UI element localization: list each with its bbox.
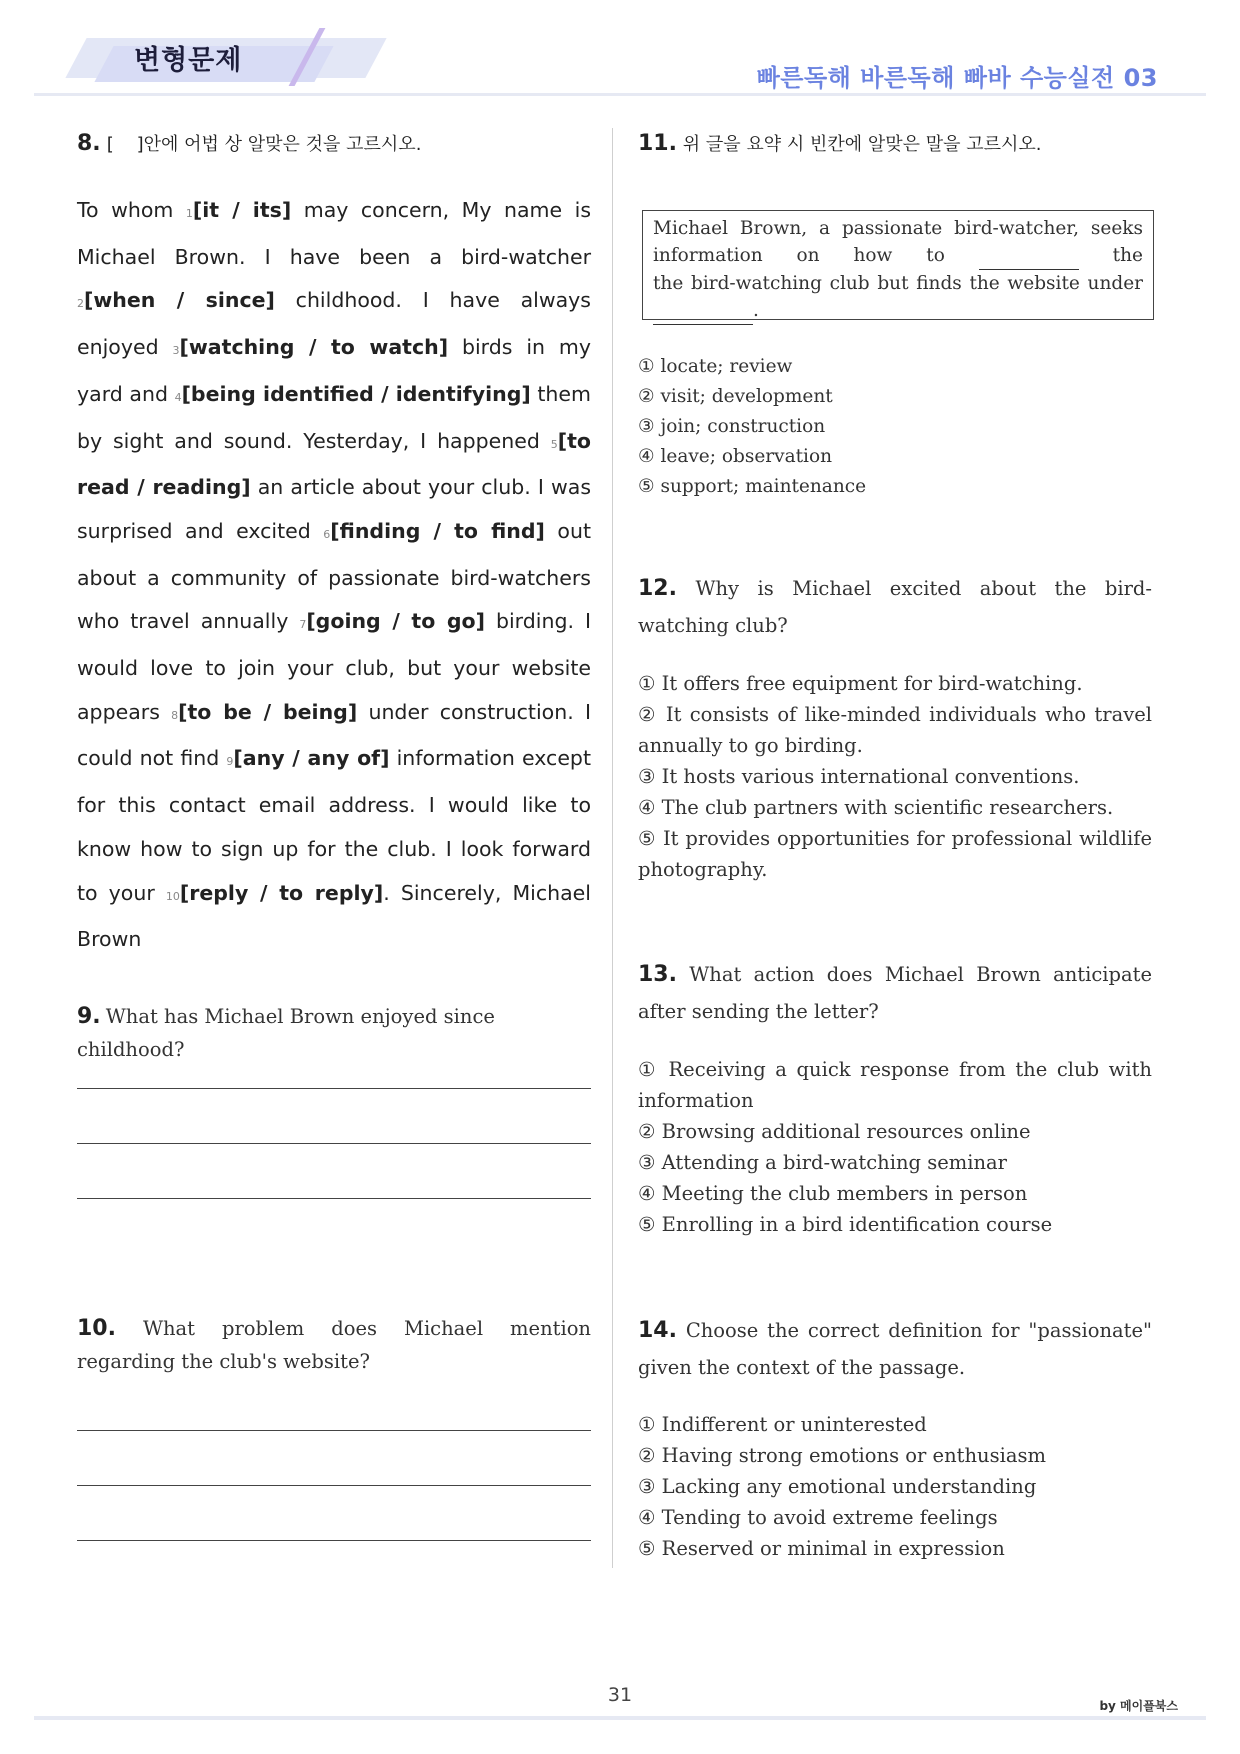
page-title: 변형문제: [134, 45, 243, 76]
question-10: [77, 1312, 591, 1378]
series-title: 빠른독해 바른독해 빠바 수능실전 03: [756, 64, 1158, 92]
grammar-choice[interactable]: [watching / to watch]: [179, 335, 449, 360]
option[interactable]: ① Indifferent or uninterested: [638, 1413, 927, 1436]
grammar-choice[interactable]: [any / any of]: [233, 746, 390, 771]
option[interactable]: ① It offers free equipment for bird-watching.: [638, 672, 1083, 695]
blank-number: 8: [171, 708, 179, 722]
option[interactable]: ④ Meeting the club members in person: [638, 1182, 1028, 1205]
passage-text: To whom: [77, 198, 186, 222]
question-instruction: 위 글을 요약 시 빈칸에 알맞은 말을 고르시오.: [682, 134, 1042, 155]
question-12: [638, 570, 1152, 644]
answer-line[interactable]: [77, 1088, 591, 1089]
option[interactable]: ③ It hosts various international conventions.: [638, 765, 1080, 788]
q14-options: [638, 1409, 1152, 1564]
option[interactable]: ① Receiving a quick response from the club with information: [638, 1058, 1152, 1112]
grammar-choice[interactable]: [to be / being]: [178, 699, 358, 724]
question-number: 8.: [77, 131, 101, 156]
grammar-choice[interactable]: [being identified / identifying]: [181, 381, 531, 406]
bottom-divider: [34, 1716, 1206, 1720]
page-number: 31: [607, 1684, 633, 1706]
option[interactable]: ② Having strong emotions or enthusiasm: [638, 1444, 1046, 1467]
summary-text-a: Michael Brown, a passionate bird-watcher, seeks information on how to: [653, 218, 1143, 266]
question-text: What action does Michael Brown anticipate after sending the letter?: [638, 963, 1153, 1023]
option[interactable]: ② It consists of like-minded individuals who travel annually to go birding.: [638, 703, 1152, 757]
option[interactable]: ② visit; development: [638, 386, 833, 407]
passage-text: under construction. I could not find: [77, 699, 591, 771]
option[interactable]: ③ join; construction: [638, 416, 826, 437]
answer-line[interactable]: [77, 1198, 591, 1199]
grammar-passage: [77, 189, 591, 962]
option[interactable]: ④ leave; observation: [638, 446, 833, 467]
passage-text: may concern, My name is Michael Brown. I have been a bird-watcher: [77, 198, 592, 269]
passage-text: . Sincerely, Michael Brown: [77, 880, 591, 952]
option[interactable]: ⑤ It provides opportunities for professional wildlife photography.: [638, 827, 1152, 881]
question-number: 10.: [77, 1316, 116, 1341]
blank-b[interactable]: [653, 297, 753, 325]
question-text: Choose the correct definition for "passionate" given the context of the passage.: [638, 1319, 1153, 1379]
question-14: [638, 1312, 1152, 1386]
blank-number: 2: [77, 297, 84, 311]
passage-text: an article about your club. I was surprised and excited: [77, 475, 591, 543]
grammar-choice[interactable]: [going / to go]: [306, 609, 485, 634]
question-number: 14.: [638, 1318, 677, 1343]
option[interactable]: ④ Tending to avoid extreme feelings: [638, 1506, 998, 1529]
answer-line[interactable]: [77, 1430, 591, 1431]
q12-options: [638, 668, 1152, 885]
passage-text: information except for this contact email address. I would like to know how to sign up for the club. I look forward to your: [77, 746, 591, 905]
question-text: Why is Michael excited about the bird-watching club?: [638, 577, 1153, 637]
blank-number: 1: [185, 207, 193, 220]
question-number: 12.: [638, 576, 677, 601]
blank-number: 9: [226, 755, 234, 769]
passage-text: them by sight and sound. Yesterday, I happened: [77, 381, 591, 453]
option[interactable]: ⑤ Enrolling in a bird identification course: [638, 1213, 1053, 1236]
question-text: What has Michael Brown enjoyed since childhood?: [77, 1005, 495, 1061]
question-text: What problem does Michael mention regarding the club's website?: [77, 1317, 591, 1373]
option[interactable]: ② Browsing additional resources online: [638, 1120, 1031, 1143]
grammar-choice[interactable]: [when / since]: [84, 288, 275, 313]
publisher-credit: by 메이플북스: [1099, 1699, 1178, 1713]
summary-box: Michael Brown, a passionate bird-watcher, seeks information on how to the the bird-watching club but finds the website under .: [642, 210, 1154, 320]
question-number: 13.: [638, 962, 677, 987]
option[interactable]: ③ Attending a bird-watching seminar: [638, 1151, 1007, 1174]
blank-a[interactable]: [979, 242, 1079, 270]
blank-number: 5: [550, 437, 558, 451]
question-9: [77, 1000, 591, 1066]
blank-number: 7: [299, 618, 307, 632]
option[interactable]: ⑤ Reserved or minimal in expression: [638, 1537, 1005, 1560]
passage-text: birds in my yard and: [77, 335, 592, 406]
option[interactable]: ⑤ support; maintenance: [638, 476, 867, 497]
question-instruction: [ ]안에 어법 상 알맞은 것을 고르시오.: [106, 134, 422, 155]
grammar-choice[interactable]: [it / its]: [192, 198, 292, 222]
answer-line[interactable]: [77, 1485, 591, 1486]
question-number: 9.: [77, 1004, 101, 1029]
passage-text: out about a community of passionate bird-watchers who travel annually: [77, 518, 591, 634]
blank-number: 6: [323, 527, 331, 541]
blank-number: 10: [165, 889, 180, 903]
answer-line[interactable]: [77, 1143, 591, 1144]
question-8-header: [77, 130, 591, 156]
grammar-choice[interactable]: [reply / to reply]: [179, 880, 384, 905]
column-divider: [612, 128, 613, 1568]
passage-text: birding. I would love to join your club, but your website appears: [77, 609, 591, 724]
question-11-header: [638, 130, 1152, 156]
question-number: 11.: [638, 131, 677, 156]
grammar-choice[interactable]: [finding / to find]: [330, 518, 545, 543]
q13-options: [638, 1054, 1152, 1240]
grammar-choice[interactable]: [to read / reading]: [77, 428, 591, 500]
summary-text-b: the bird-watching club but finds the website under: [653, 273, 1143, 294]
option[interactable]: ④ The club partners with scientific researchers.: [638, 796, 1114, 819]
top-divider: [34, 93, 1206, 96]
blank-number: 4: [174, 390, 182, 404]
question-13: [638, 956, 1152, 1030]
option[interactable]: ③ Lacking any emotional understanding: [638, 1475, 1037, 1498]
answer-line[interactable]: [77, 1540, 591, 1541]
option[interactable]: ① locate; review: [638, 356, 793, 377]
passage-text: childhood. I have always enjoyed: [77, 288, 591, 360]
q11-options: [638, 352, 1152, 502]
blank-number: 3: [172, 344, 180, 358]
